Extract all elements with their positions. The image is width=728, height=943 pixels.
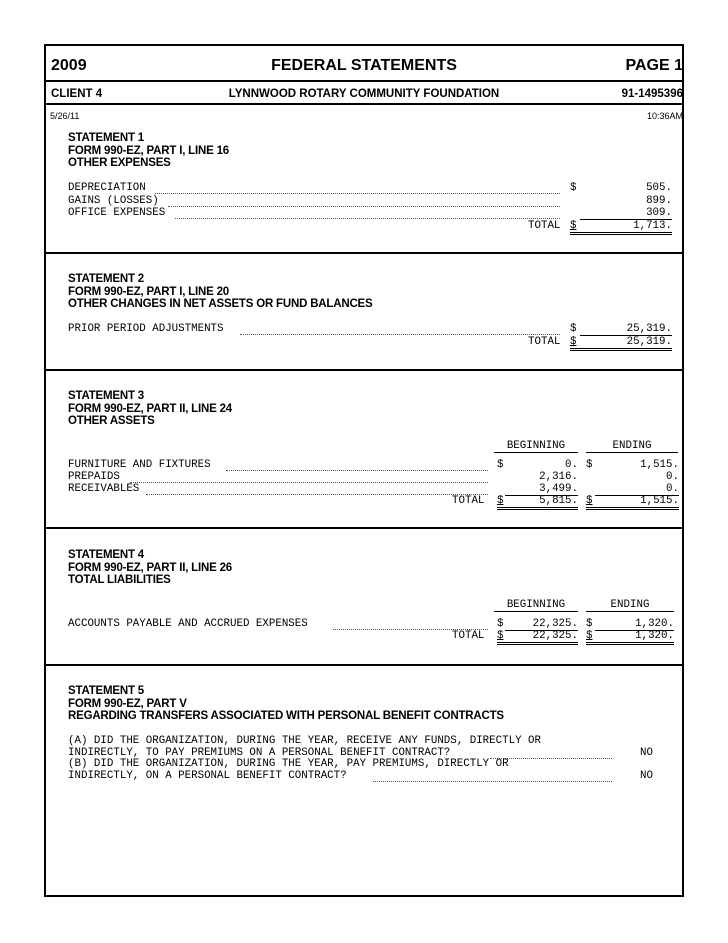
question-a-line-2: INDIRECTLY, TO PAY PREMIUMS ON A PERSONAL BENEFIT CONTRACT? bbox=[68, 747, 451, 759]
row-label: RECEIVABLES bbox=[68, 483, 140, 495]
section-divider bbox=[44, 527, 684, 529]
total-ending: 1,320. bbox=[635, 630, 674, 642]
statement-3-title bbox=[68, 390, 232, 428]
leader-dots bbox=[373, 781, 612, 782]
double-rule bbox=[497, 644, 578, 645]
currency-symbol: $ bbox=[570, 323, 577, 335]
row-label: ACCOUNTS PAYABLE AND ACCRUED EXPENSES bbox=[68, 618, 308, 630]
question-b-line-1: (B) DID THE ORGANIZATION, DURING THE YEAR, PAY PREMIUMS, DIRECTLY OR bbox=[68, 758, 509, 770]
row-amount: 505. bbox=[646, 182, 672, 194]
total-ending: 1,515. bbox=[640, 495, 679, 507]
statement-4-heading: TOTAL LIABILITIES bbox=[68, 574, 171, 586]
leader-dots bbox=[240, 334, 560, 335]
double-rule bbox=[586, 507, 679, 508]
double-rule bbox=[570, 234, 672, 235]
double-rule bbox=[497, 507, 578, 508]
row-label: FURNITURE AND FIXTURES bbox=[68, 459, 211, 471]
statement-5-form-line: FORM 990-EZ, PART V bbox=[68, 697, 187, 710]
total-label: TOTAL bbox=[452, 495, 485, 507]
client-id: CLIENT 4 bbox=[51, 88, 103, 100]
statement-1-heading: OTHER EXPENSES bbox=[68, 157, 171, 169]
statement-2-heading: OTHER CHANGES IN NET ASSETS OR FUND BALANCES bbox=[68, 298, 373, 310]
currency-symbol: $ bbox=[497, 630, 504, 642]
leader-dots bbox=[155, 193, 560, 194]
currency-symbol: $ bbox=[586, 618, 593, 630]
total-amount: 1,713. bbox=[633, 220, 672, 232]
currency-symbol: $ bbox=[570, 220, 577, 232]
currency-symbol: $ bbox=[497, 618, 504, 630]
total-beginning: 22,325. bbox=[532, 630, 578, 642]
currency-symbol: $ bbox=[586, 495, 593, 507]
organization-name: LYNNWOOD ROTARY COMMUNITY FOUNDATION bbox=[228, 88, 500, 100]
statement-2-title bbox=[68, 273, 373, 311]
ending-amount: 0. bbox=[666, 471, 679, 483]
currency-symbol: $ bbox=[586, 459, 593, 471]
section-divider bbox=[44, 369, 684, 371]
statement-5-title bbox=[68, 685, 504, 723]
ending-amount: 1,320. bbox=[635, 618, 674, 630]
subheader-rule bbox=[44, 103, 684, 105]
statement-4-title bbox=[68, 549, 232, 587]
statement-1-form-line: FORM 990-EZ, PART I, LINE 16 bbox=[68, 144, 229, 157]
double-rule bbox=[586, 642, 674, 643]
question-a-line-1: (A) DID THE ORGANIZATION, DURING THE YEAR, RECEIVE ANY FUNDS, DIRECTLY OR bbox=[68, 735, 541, 747]
column-header-beginning: BEGINNING bbox=[494, 440, 578, 453]
column-header-ending: ENDING bbox=[586, 440, 678, 453]
statement-1-number: STATEMENT 1 bbox=[68, 132, 144, 144]
column-header-beginning: BEGINNING bbox=[494, 599, 578, 612]
currency-symbol: $ bbox=[497, 459, 504, 471]
page-title: FEDERAL STATEMENTS bbox=[271, 57, 457, 74]
row-label: DEPRECIATION bbox=[68, 182, 146, 194]
currency-symbol: $ bbox=[570, 336, 577, 348]
statement-5-number: STATEMENT 5 bbox=[68, 685, 144, 697]
double-rule bbox=[586, 509, 679, 510]
total-label: TOTAL bbox=[452, 630, 485, 642]
total-beginning: 5,815. bbox=[539, 495, 578, 507]
header-rule bbox=[44, 80, 684, 82]
column-header-ending: ENDING bbox=[586, 599, 674, 612]
statement-4-number: STATEMENT 4 bbox=[68, 549, 144, 561]
row-amount: 309. bbox=[646, 207, 672, 219]
beginning-amount: 0. bbox=[565, 459, 578, 471]
statement-3-number: STATEMENT 3 bbox=[68, 390, 144, 402]
double-rule bbox=[497, 642, 578, 643]
row-amount: 899. bbox=[646, 195, 672, 207]
double-rule bbox=[570, 232, 672, 233]
statement-1-title bbox=[68, 132, 229, 170]
double-rule bbox=[570, 350, 672, 351]
row-label: PREPAIDS bbox=[68, 471, 120, 483]
row-amount: 25,319. bbox=[626, 323, 672, 335]
total-label: TOTAL bbox=[528, 336, 561, 348]
row-label: GAINS (LOSSES) bbox=[68, 195, 159, 207]
statement-5-heading: REGARDING TRANSFERS ASSOCIATED WITH PERSONAL BENEFIT CONTRACTS bbox=[68, 710, 504, 722]
beginning-amount: 2,316. bbox=[539, 471, 578, 483]
question-a-answer: NO bbox=[640, 747, 653, 759]
currency-symbol: $ bbox=[570, 182, 577, 194]
leader-dots bbox=[130, 482, 488, 483]
statement-3-heading: OTHER ASSETS bbox=[68, 415, 155, 427]
ein: 91-1495396 bbox=[621, 88, 683, 100]
currency-symbol: $ bbox=[497, 495, 504, 507]
section-divider bbox=[44, 252, 684, 254]
double-rule bbox=[497, 509, 578, 510]
leader-dots bbox=[168, 206, 560, 207]
beginning-amount: 3,499. bbox=[539, 483, 578, 495]
ending-amount: 0. bbox=[666, 483, 679, 495]
leader-dots bbox=[226, 470, 488, 471]
row-label: PRIOR PERIOD ADJUSTMENTS bbox=[68, 323, 224, 335]
total-amount: 25,319. bbox=[626, 336, 672, 348]
currency-symbol: $ bbox=[586, 630, 593, 642]
leader-dots bbox=[175, 218, 560, 219]
page-number: PAGE 1 bbox=[625, 57, 683, 74]
question-b-line-2: INDIRECTLY, ON A PERSONAL BENEFIT CONTRACT? bbox=[68, 770, 347, 782]
question-b-answer: NO bbox=[640, 770, 653, 782]
print-time: 10:36AM bbox=[646, 111, 683, 121]
statement-3-form-line: FORM 990-EZ, PART II, LINE 24 bbox=[68, 402, 232, 415]
double-rule bbox=[570, 348, 672, 349]
beginning-amount: 22,325. bbox=[532, 618, 578, 630]
statement-2-number: STATEMENT 2 bbox=[68, 273, 144, 285]
section-divider bbox=[44, 664, 684, 666]
tax-year: 2009 bbox=[51, 57, 87, 74]
ending-amount: 1,515. bbox=[640, 459, 679, 471]
print-date: 5/26/11 bbox=[50, 111, 80, 121]
statement-2-form-line: FORM 990-EZ, PART I, LINE 20 bbox=[68, 285, 229, 298]
statement-4-form-line: FORM 990-EZ, PART II, LINE 26 bbox=[68, 561, 232, 574]
leader-dots bbox=[146, 494, 488, 495]
row-label: OFFICE EXPENSES bbox=[68, 207, 166, 219]
total-label: TOTAL bbox=[528, 220, 561, 232]
double-rule bbox=[586, 644, 674, 645]
